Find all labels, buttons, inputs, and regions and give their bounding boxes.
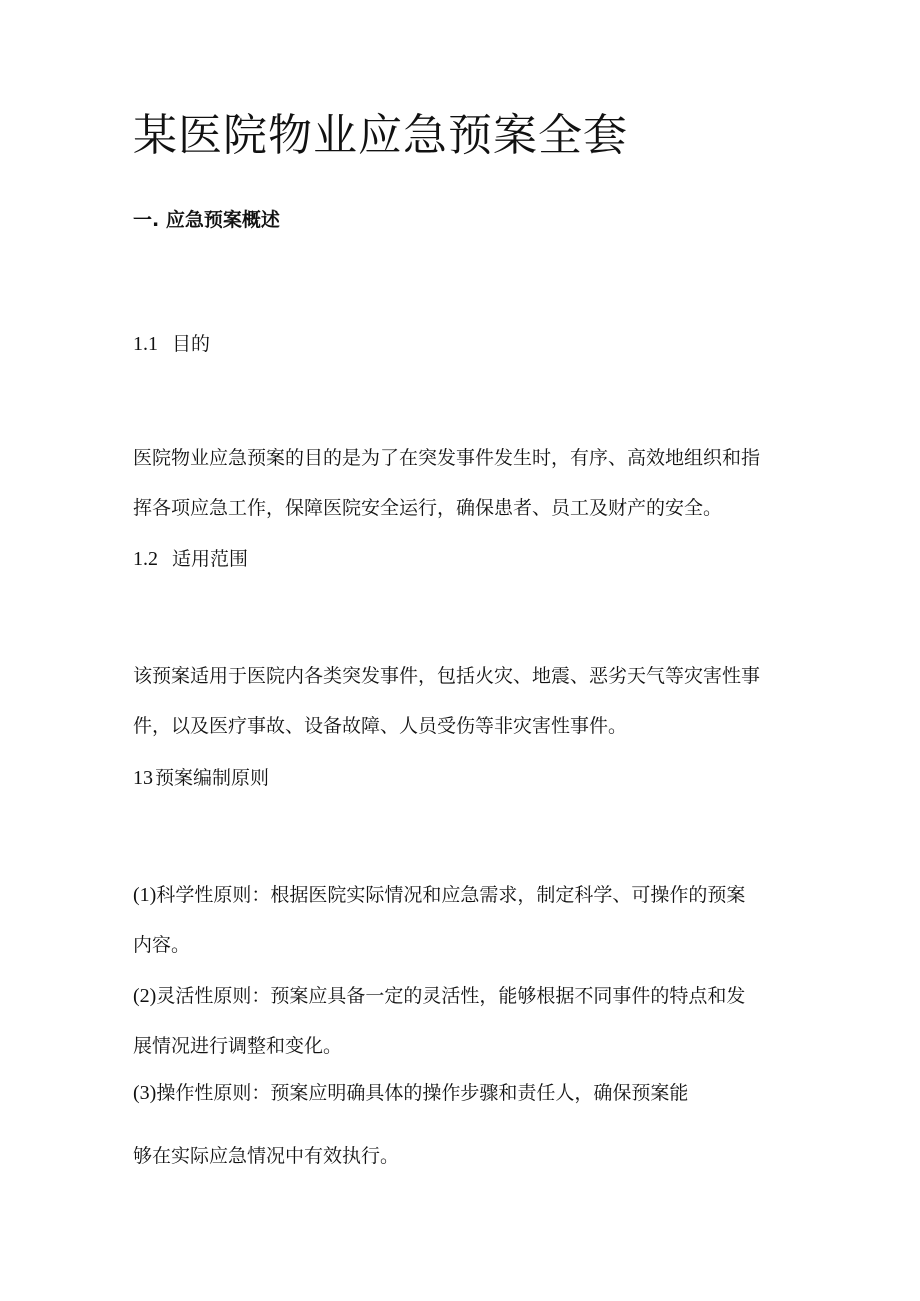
paragraph-line: 件，以及医疗事故、设备故障、人员受伤等非灾害性事件。 [133, 715, 628, 737]
subheading-number: 1.2 [133, 548, 158, 570]
paragraph-text: 科学性原则：根据医院实际情况和应急需求，制定科学、可操作的预案 [156, 884, 746, 906]
paragraph-line: 够在实际应急情况中有效执行。 [133, 1145, 400, 1167]
principle-item-2 [133, 982, 745, 1010]
paragraph-text: 操作性原则：预案应明确具体的操作步骤和责任人，确保预案能 [156, 1082, 689, 1104]
list-number: (3) [133, 1082, 157, 1104]
list-number: (1) [133, 884, 157, 906]
subheading-label: 适用范围 [172, 548, 249, 570]
subheading-principles [133, 764, 269, 792]
subheading-purpose [133, 330, 210, 358]
paragraph-text: 灵活性原则：预案应具备一定的灵活性，能够根据不同事件的特点和发 [156, 985, 746, 1007]
subheading-scope [133, 545, 248, 573]
subheading-label: 预案编制原则 [155, 767, 270, 789]
subheading-label: 目的 [172, 333, 211, 355]
section-heading-overview: 一. 应急预案概述 [133, 209, 280, 231]
paragraph-line: 展情况进行调整和变化。 [133, 1035, 343, 1057]
principle-item-3 [133, 1079, 688, 1107]
paragraph-line: 内容。 [133, 934, 191, 956]
paragraph-line: 医院物业应急预案的目的是为了在突发事件发生时，有序、高效地组织和指 [133, 447, 761, 469]
paragraph-line: 挥各项应急工作，保障医院安全运行，确保患者、员工及财产的安全。 [133, 497, 723, 519]
subheading-number: 1.1 [133, 333, 158, 355]
paragraph-line: 该预案适用于医院内各类突发事件，包括火灾、地震、恶劣天气等灾害性事 [133, 665, 761, 687]
subheading-number: 13 [133, 767, 153, 789]
document-title: 某医院物业应急预案全套 [133, 110, 628, 161]
principle-item-1 [133, 881, 745, 909]
list-number: (2) [133, 985, 157, 1007]
